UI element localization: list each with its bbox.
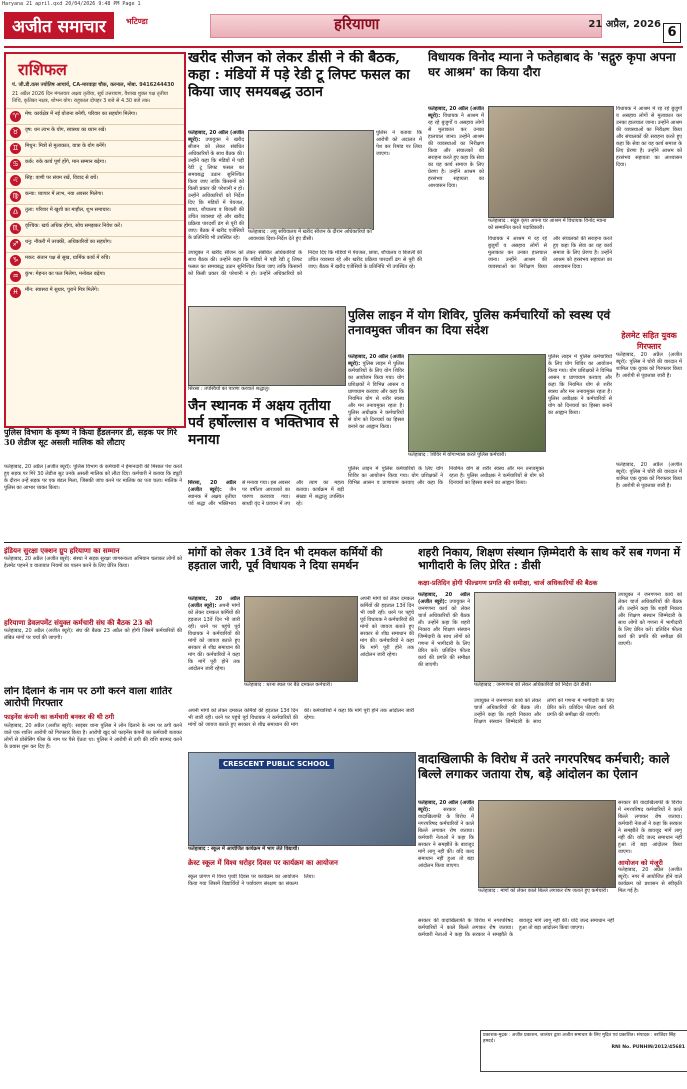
page-slug: Haryana 21 april.qxd 20/04/2026 9:48 PM Page 1 — [2, 1, 141, 7]
rashifal-sign-text: वृश्चिक: खर्च अधिक होगा, सोच समझकर निवेश करें। — [25, 223, 122, 229]
issue-date: 21 अप्रैल, 2026 — [588, 19, 661, 30]
vidhayak-caption: फतेहाबाद : सद्गुरु कृपा अपना घर आश्रम में विधायक विनोद म्याना को सम्मानित करते पदाधिकारी। — [488, 218, 612, 234]
story-jain-text: जैन स्थानक में अक्षय तृतीया पर्व श्रद्धा और भक्तिभाव से मनाया गया। इस अवसर पर वर्षीतप आराधकों का पारणा करवाया गया। साध्वी वृंद ने प्रवचन में तप और त्याग का महत्व बताया। कार्यक्रम में बड़ी संख्या में श्रद्धालु उपस्थित रहे। — [188, 480, 344, 507]
zodiac-icon: ♒ — [10, 271, 21, 282]
rashifal-list — [6, 108, 184, 300]
school-banner: क्रेस्ट स्कूल में विश्व धरोहर दिवस पर कार्यक्रम का आयोजन — [188, 858, 338, 867]
imprint-box — [480, 1030, 687, 1072]
rashifal-sign-text: धनु: नौकरी में तरक्की, अधिकारियों का सहयोग। — [25, 239, 112, 245]
story-helmet-drive-headline: इंडियन सुरक्षा एक्शन ग्रुप हरियाणा का सम्मान — [4, 546, 120, 555]
story-helmet-drive — [4, 546, 182, 616]
wall-side-text: सरकार की वादाखिलाफी के विरोध में नगरपरिषद कर्मचारियों ने काले बिल्ले लगाकर रोष जताया। कर्मचारी नेताओं ने कहा कि सरकार ने समझौते के बावजूद मांगें लागू नहीं कीं। यदि जल्द समाधान नहीं हुआ तो बड़ा आंदोलन किया जाएगा। — [618, 800, 682, 855]
section-divider — [4, 542, 682, 543]
zodiac-icon: ♋ — [10, 159, 21, 170]
rashifal-sign-text: मीन: स्वास्थ्य में सुधार, पुराने मित्र मिलेंगे। — [25, 287, 99, 293]
story-dc-review-subhead: कक्षा-प्रतिदिन होगी फील्डगण प्रगति की समीक्षा, चार्ज अधिकारियों की बैठक — [418, 579, 598, 587]
school-body: स्कूल प्रांगण में विश्व पृथ्वी दिवस पर कार्यक्रम का आयोजन किया गया जिसमें विद्यार्थियों ने पर्यावरण संरक्षण का संकल्प लिया। — [188, 874, 315, 887]
story-fire-body — [188, 596, 240, 706]
story-hvpn-body: फतेहाबाद, 20 अप्रैल (अजीत ब्यूरो): संघ की बैठक 23 अप्रैल को होगी जिसमें कर्मचारियों की लंबित मांगों पर चर्चा की जाएगी। — [4, 628, 182, 641]
rashifal-sign-row — [6, 284, 184, 300]
zodiac-icon: ♌ — [10, 175, 21, 186]
dc-review-continued: उपायुक्त ने जनगणना कार्य को लेकर चार्ज अधिकारियों की बैठक ली। उन्होंने कहा कि शहरी निकाय और शिक्षण संस्थान जिम्मेदारी के साथ लोगों को गणना में भागीदारी के लिए प्रेरित करें। प्रतिदिन फील्ड कार्य की प्रगति की समीक्षा की जाएगी। — [474, 698, 614, 725]
story-vidhayak-headline: विधायक विनोद म्याना ने फतेहाबाद के 'सद्गुरु कृपा अपना घर आश्रम' का किया दौरा — [428, 50, 676, 79]
newspaper-logo: अजीत समाचार — [4, 12, 114, 39]
rashifal-sign-row — [6, 188, 184, 204]
rashifal-intro: 21 अप्रैल 2026 दिन मंगलवार अक्षय तृतीया, सूर्य उत्तरायण, वैशाख शुक्ल पक्ष तृतीया तिथि, कृतिका नक्षत्र, शोभन योग। राहुकाल दोपहर 3 बजे से 4.30 बजे तक। — [12, 91, 168, 104]
story-jain-headline: जैन स्थानक में अक्षय तृतीया पर्व हर्षोल्लास व भक्तिभाव से मनाया — [188, 398, 339, 449]
masthead — [4, 10, 683, 48]
wall-continued: सरकार की वादाखिलाफी के विरोध में नगरपरिषद कर्मचारियों ने काले बिल्ले लगाकर रोष जताया। कर्मचारी नेताओं ने कहा कि सरकार ने समझौते के बावजूद मांगें लागू नहीं कीं। यदि जल्द समाधान नहीं हुआ तो बड़ा आंदोलन किया जाएगा। — [418, 918, 614, 938]
page-number: 6 — [663, 23, 681, 43]
rashifal-sign-row — [6, 204, 184, 220]
rashifal-sign-text: मेष: कार्यक्षेत्र में नई योजना बनेगी, परिवार का सहयोग मिलेगा। — [25, 111, 137, 117]
rashifal-sign-row — [6, 140, 184, 156]
rashifal-sign-text: कन्या: व्यापार में लाभ, नया अवसर मिलेगा। — [25, 191, 104, 197]
story-fire-text: अपनी मांगों को लेकर दमकल कर्मियों की हड़ताल 13वें दिन भी जारी रही। धरने पर पहुंचे पूर्व विधायक ने कर्मचारियों की मांगों को जायज बताते हुए सरकार से शीघ्र समाधान की मांग की। कर्मचारियों ने कहा कि मांगें पूरी होने तक आंदोलन जारी रहेगा। — [188, 603, 240, 672]
zodiac-icon: ♍ — [10, 191, 21, 202]
story-garage-body: फतेहाबाद, 20 अप्रैल (अजीत ब्यूरो): नगर में आयोजित होने वाले कार्यक्रम को प्रशासन से स्वीकृति मिल गई है। — [618, 867, 682, 894]
story-dc-meeting-body — [188, 130, 244, 250]
rashifal-title: राशिफल — [18, 60, 67, 79]
story-fraud-body: फतेहाबाद, 20 अप्रैल (अजीत ब्यूरो): पुलिस विभाग के कर्मचारी ने ईमानदारी की मिसाल पेश करते हुए सड़क पर गिरे 30 लेडीज सूट उनके असली मालिक को लौटा दिए। कर्मचारी ने बताया कि ड्यूटी के दौरान उन्हें सड़क पर एक बंडल मिला, जिसकी जांच करने पर मालिक का पता चला। मालिक ने पुलिस का आभार व्यक्त किया। — [4, 464, 182, 491]
rashifal-sign-row — [6, 124, 184, 140]
school-sign: CRESCENT PUBLIC SCHOOL — [219, 759, 334, 769]
imprint-text: प्रकाशक-मुद्रक : अजीत प्रकाशन, जालंधर द्वारा अजीत समाचार के लिए मुद्रित एवं प्रकाशित। संपादक : बरजिंदर सिंह हमदर्द। — [483, 1033, 676, 1044]
story-dc-meeting-text: उपायुक्त ने खरीद सीजन को लेकर संबंधित अधिकारियों के साथ बैठक की। उन्होंने कहा कि मंडियों में पड़ी रेडी टू लिफ्ट फसल का समयबद्ध उठान सुनिश्चित किया जाए ताकि किसानों को किसी प्रकार की परेशानी न हो। उन्होंने अधिकारियों को निर्देश दिए कि मंडियों में पेयजल, छाया, शौचालय व बिजली की उचित व्यवस्था रहे और खरीद प्रक्रिया पारदर्शी ढंग से पूरी की जाए। बैठक में खरीद एजेंसियों के प्रतिनिधि भी उपस्थित रहे। — [188, 137, 244, 241]
story-jain-body — [188, 480, 344, 540]
story-wall-headline: वादाखिलाफी के विरोध में उतरे नगरपरिषद कर्मचारी; काले बिल्ले लगाकर जताया रोष, बड़े आंदोलन का ऐलान — [418, 752, 670, 781]
rashifal-sign-text: मकर: संतान पक्ष से सुख, धार्मिक कार्य में रुचि। — [25, 255, 111, 261]
fire-side-text: अपनी मांगों को लेकर दमकल कर्मियों की हड़ताल 13वें दिन भी जारी रही। धरने पर पहुंचे पूर्व विधायक ने कर्मचारियों की मांगों को जायज बताते हुए सरकार से शीघ्र समाधान की मांग की। कर्मचारियों ने कहा कि मांगें पूरी होने तक आंदोलन जारी रहेगा। — [360, 596, 414, 658]
rashifal-sign-row — [6, 220, 184, 236]
story-loan-subhead: फाइनेंस कंपनी का कर्मचारी बनकर की थी ठगी — [4, 713, 115, 722]
story-dc-review-body — [418, 592, 470, 748]
story-dc-review-headline: शहरी निकाय, शिक्षण संस्थान ज़िम्मेदारी के साथ करें सब गणना में भागीदारी के लिए प्रेरित : डीसी — [418, 546, 681, 573]
story-yoga-byline: फतेहाबाद, 20 अप्रैल (अजीत ब्यूरो): — [348, 354, 404, 367]
rashifal-sign-row — [6, 172, 184, 188]
section-band — [210, 14, 602, 38]
story-helmet-drive-body: फतेहाबाद, 20 अप्रैल (अजीत ब्यूरो): संस्था ने सड़क सुरक्षा जागरूकता अभियान चलाकर लोगों को हेलमेट पहनने व यातायात नियमों का पालन करने के लिए प्रेरित किया। — [4, 556, 182, 569]
wall-caption: फतेहाबाद : मांगों को लेकर काले बिल्ले लगाकर रोष जताते हुए कर्मचारी। — [478, 888, 614, 902]
rashifal-sign-text: तुला: परिवार में खुशी का माहौल, शुभ समाचार। — [25, 207, 111, 213]
school-caption: फतेहाबाद : स्कूल में आयोजित कार्यक्रम में भाग लेते विद्यार्थी। — [188, 846, 414, 856]
story-yoga-body — [348, 354, 404, 464]
story-fire-byline: फतेहाबाद, 20 अप्रैल (अजीत ब्यूरो): — [188, 596, 240, 609]
rashifal-astrologer: पं. जी.डी.वत्स ज्योतिष आचार्य, CA-मारवाड़ा चौक, करनाल, मोबा. 9416244430 — [12, 82, 175, 88]
yoga-side-text: पुलिस लाइन में पुलिस कर्मचारियों के लिए योग शिविर का आयोजन किया गया। योग प्रशिक्षकों ने विभिन्न आसन व प्राणायाम करवाए और कहा कि नियमित योग से शरीर स्वस्थ और मन तनावमुक्त रहता है। पुलिस अधीक्षक ने कर्मचारियों से योग को दिनचर्या का हिस्सा बनाने का आह्वान किया। — [548, 354, 612, 416]
story-vidhayak-text: विधायक ने आश्रम में रह रहे बुजुर्गों व असहाय लोगों से मुलाकात कर उनका हालचाल जाना। उन्होंने आश्रम की व्यवस्थाओं का निरीक्षण किया और संचालकों की सराहना करते हुए कहा कि सेवा का यह कार्य समाज के लिए प्रेरणा है। उन्होंने आश्रम को हरसंभव सहायता का आश्वासन दिया। — [428, 113, 484, 189]
dc-review-photo — [474, 592, 616, 682]
story-wall-body — [418, 800, 474, 916]
story-wall-headline-box — [418, 752, 682, 796]
dc-meeting-caption: फतेहाबाद : लघु सचिवालय में खरीद सीजन के दौरान अधिकारियों को आवश्यक दिशा-निर्देश देते हुए डीसी। — [248, 229, 372, 245]
story-dc-meeting-headline-box — [188, 50, 424, 130]
ceremony-caption: सिरसा : तपस्वियों का पारणा करवाते श्रद्धालु। — [188, 386, 344, 394]
zodiac-icon: ♑ — [10, 255, 21, 266]
rashifal-sign-text: कर्क: रुके कार्य पूर्ण होंगे, मान सम्मान बढ़ेगा। — [25, 159, 106, 165]
story-dc-review-byline: फतेहाबाद, 20 अप्रैल (अजीत ब्यूरो): — [418, 592, 470, 605]
zodiac-icon: ♈ — [10, 111, 21, 122]
yoga-continued: पुलिस लाइन में पुलिस कर्मचारियों के लिए योग शिविर का आयोजन किया गया। योग प्रशिक्षकों ने विभिन्न आसन व प्राणायाम करवाए और कहा कि नियमित योग से शरीर स्वस्थ और मन तनावमुक्त रहता है। पुलिस अधीक्षक ने कर्मचारियों से योग को दिनचर्या का हिस्सा बनाने का आह्वान किया। — [348, 466, 544, 486]
section-title: हरियाणा — [334, 15, 380, 33]
story-loan-headline: लोन दिलाने के नाम पर ठगी करने वाला शातिर आरोपी गिरफ्तार — [4, 686, 172, 710]
ceremony-photo — [188, 306, 346, 386]
zodiac-icon: ♏ — [10, 223, 21, 234]
vidhayak-side-column: विधायक ने आश्रम में रह रहे बुजुर्गों व असहाय लोगों से मुलाकात कर उनका हालचाल जाना। उन्होंने आश्रम की व्यवस्थाओं का निरीक्षण किया और संचालकों की सराहना करते हुए कहा कि सेवा का यह कार्य समाज के लिए प्रेरणा है। उन्होंने आश्रम को हरसंभव सहायता का आश्वासन दिया। — [616, 106, 682, 168]
story-helmet-body: फतेहाबाद, 20 अप्रैल (अजीत ब्यूरो): पुलिस ने चोरी की वारदात में शामिल एक युवक को गिरफ्तार किया है। आरोपी से पूछताछ जारी है। — [616, 352, 682, 379]
story-garage-headline: आयोजन को मंजूरी — [618, 859, 663, 867]
rashifal-panel — [4, 52, 186, 428]
helmet-continued: फतेहाबाद, 20 अप्रैल (अजीत ब्यूरो): पुलिस ने चोरी की वारदात में शामिल एक युवक को गिरफ्तार किया है। आरोपी से पूछताछ जारी है। — [616, 462, 682, 489]
story-yoga-headline-box — [348, 308, 612, 352]
story-hvpn-headline: हरियाणा डेवलपमेंट संयुक्त कर्मचारी संघ की बैठक 23 को — [4, 618, 153, 627]
story-jain-byline: सिरसा, 20 अप्रैल (अजीत ब्यूरो): — [188, 480, 236, 493]
rashifal-sign-row — [6, 156, 184, 172]
vidhayak-photo — [488, 106, 614, 218]
story-vidhayak-body — [428, 106, 484, 304]
story-loan-body: फतेहाबाद, 20 अप्रैल (अजीत ब्यूरो): साइबर थाना पुलिस ने लोन दिलाने के नाम पर ठगी करने वाले एक शातिर आरोपी को गिरफ्तार किया है। आरोपी खुद को फाइनेंस कंपनी का कर्मचारी बताकर लोगों से प्रोसेसिंग फीस के नाम पर पैसे ऐंठता था। पुलिस ने आरोपी से ठगी की राशि बरामद करने के प्रयास शुरू कर दिए हैं। — [4, 723, 182, 751]
yoga-photo — [408, 354, 546, 452]
rashifal-sign-text: सिंह: वाणी पर संयम रखें, विवाद से बचें। — [25, 175, 99, 181]
edition-city: भटिण्डा — [126, 17, 148, 26]
wall-photo — [478, 800, 616, 888]
vidhayak-continued: विधायक ने आश्रम में रह रहे बुजुर्गों व असहाय लोगों से मुलाकात कर उनका हालचाल जाना। उन्होंने आश्रम की व्यवस्थाओं का निरीक्षण किया और संचालकों की सराहना करते हुए कहा कि सेवा का यह कार्य समाज के लिए प्रेरणा है। उन्होंने आश्रम को हरसंभव सहायता का आश्वासन दिया। — [488, 236, 612, 270]
rashifal-sign-text: वृष: धन लाभ के योग, स्वास्थ्य का ध्यान रखें। — [25, 127, 107, 133]
dc-review-side-text: उपायुक्त ने जनगणना कार्य को लेकर चार्ज अधिकारियों की बैठक ली। उन्होंने कहा कि शहरी निकाय और शिक्षण संस्थान जिम्मेदारी के साथ लोगों को गणना में भागीदारी के लिए प्रेरित करें। प्रतिदिन फील्ड कार्य की प्रगति की समीक्षा की जाएगी। — [618, 592, 682, 647]
story-fraud-headline-box — [4, 428, 182, 462]
story-wall-byline: फतेहाबाद, 20 अप्रैल (अजीत ब्यूरो): — [418, 800, 474, 813]
story-jain-headline-box — [188, 398, 344, 476]
rashifal-sign-text: कुंभ: मेहनत का फल मिलेगा, मनोबल बढ़ेगा। — [25, 271, 106, 277]
story-fire-headline: मांगों को लेकर 13वें दिन भी दमकल कर्मियों की हड़ताल जारी, पूर्व विधायक ने दिया समर्थन — [188, 546, 383, 573]
story-hvpn — [4, 618, 182, 684]
yoga-caption: फतेहाबाद : शिविर में योगाभ्यास करते पुलिस कर्मचारी। — [408, 452, 544, 462]
story-helmet — [616, 330, 682, 460]
story-vidhayak-byline: फतेहाबाद, 20 अप्रैल (अजीत ब्यूरो): — [428, 106, 484, 119]
story-dc-meeting-headline: खरीद सीजन को लेकर डीसी ने की बैठक, कहा : मंडियों में पड़े रेडी टू लिफ्ट फसल का किया जाए समयबद्ध उठान — [188, 50, 410, 101]
story-fire-headline-box — [188, 546, 414, 594]
dc-meeting-photo — [248, 130, 374, 230]
rashifal-sign-row — [6, 252, 184, 268]
story-dc-meeting-byline: फतेहाबाद, 20 अप्रैल (अजीत ब्यूरो): — [188, 130, 244, 143]
imprint-rni: RNI No. PUNHIN/2012/45681 — [611, 1045, 685, 1050]
school-photo — [188, 752, 416, 846]
story-fraud-headline: पुलिस विभाग के कृष्ण ने किया हैंडलनगर डी, सड़क पर गिरे 30 लेडीज सूट असली मालिक को लौटाए — [4, 428, 177, 447]
story-wall-text: सरकार की वादाखिलाफी के विरोध में नगरपरिषद कर्मचारियों ने काले बिल्ले लगाकर रोष जताया। कर्मचारी नेताओं ने कहा कि सरकार ने समझौते के बावजूद मांगें लागू नहीं कीं। यदि जल्द समाधान नहीं हुआ तो बड़ा आंदोलन किया जाएगा। — [418, 807, 474, 869]
zodiac-icon: ♊ — [10, 143, 21, 154]
story-yoga-text: पुलिस लाइन में पुलिस कर्मचारियों के लिए योग शिविर का आयोजन किया गया। योग प्रशिक्षकों ने विभिन्न आसन व प्राणायाम करवाए और कहा कि नियमित योग से शरीर स्वस्थ और मन तनावमुक्त रहता है। पुलिस अधीक्षक ने कर्मचारियों से योग को दिनचर्या का हिस्सा बनाने का आह्वान किया। — [348, 361, 404, 430]
fire-caption: फतेहाबाद : धरना स्थल पर बैठे दमकल कर्मचारी। — [244, 682, 356, 696]
story-vidhayak-headline-box — [428, 50, 682, 104]
rashifal-sign-row — [6, 236, 184, 252]
dc-meeting-continued: उपायुक्त ने खरीद सीजन को लेकर संबंधित अधिकारियों के साथ बैठक की। उन्होंने कहा कि मंडियों में पड़ी रेडी टू लिफ्ट फसल का समयबद्ध उठान सुनिश्चित किया जाए ताकि किसानों को किसी प्रकार की परेशानी न हो। उन्होंने अधिकारियों को निर्देश दिए कि मंडियों में पेयजल, छाया, शौचालय व बिजली की उचित व्यवस्था रहे और खरीद प्रक्रिया पारदर्शी ढंग से पूरी की जाए। बैठक में खरीद एजेंसियों के प्रतिनिधि भी उपस्थित रहे। — [188, 250, 422, 277]
rashifal-sign-row — [6, 268, 184, 284]
story-garage — [618, 800, 682, 1026]
fire-continued: अपनी मांगों को लेकर दमकल कर्मियों की हड़ताल 13वें दिन भी जारी रही। धरने पर पहुंचे पूर्व विधायक ने कर्मचारियों की मांगों को जायज बताते हुए सरकार से शीघ्र समाधान की मांग की। कर्मचारियों ने कहा कि मांगें पूरी होने तक आंदोलन जारी रहेगा। — [188, 708, 414, 728]
rashifal-sign-text: मिथुन: मित्रों से मुलाकात, यात्रा के योग बनेंगे। — [25, 143, 107, 149]
dc-meeting-side-text: पुलिस ने बताया कि आरोपी को अदालत में पेश कर रिमांड पर लिया जाएगा। — [376, 130, 422, 157]
zodiac-icon: ♐ — [10, 239, 21, 250]
zodiac-icon: ♓ — [10, 287, 21, 298]
dc-review-caption: फतेहाबाद : जनगणना को लेकर अधिकारियों को निर्देश देते डीसी। — [474, 682, 614, 696]
zodiac-icon: ♎ — [10, 207, 21, 218]
story-loan — [4, 686, 182, 1066]
story-dc-review-text: उपायुक्त ने जनगणना कार्य को लेकर चार्ज अधिकारियों की बैठक ली। उन्होंने कहा कि शहरी निकाय और शिक्षण संस्थान जिम्मेदारी के साथ लोगों को गणना में भागीदारी के लिए प्रेरित करें। प्रतिदिन फील्ड कार्य की प्रगति की समीक्षा की जाएगी। — [418, 599, 470, 668]
fire-photo — [244, 596, 358, 682]
rashifal-sign-row — [6, 108, 184, 124]
story-dc-review-headline-box — [418, 546, 682, 578]
story-helmet-headline: हेलमेट सहित युवक गिरफ्तार — [621, 330, 677, 351]
zodiac-icon: ♉ — [10, 127, 21, 138]
story-yoga-headline: पुलिस लाइन में योग शिविर, पुलिस कर्मचारियों को स्वस्थ एवं तनावमुक्त जीवन का दिया संदेश — [348, 308, 611, 337]
